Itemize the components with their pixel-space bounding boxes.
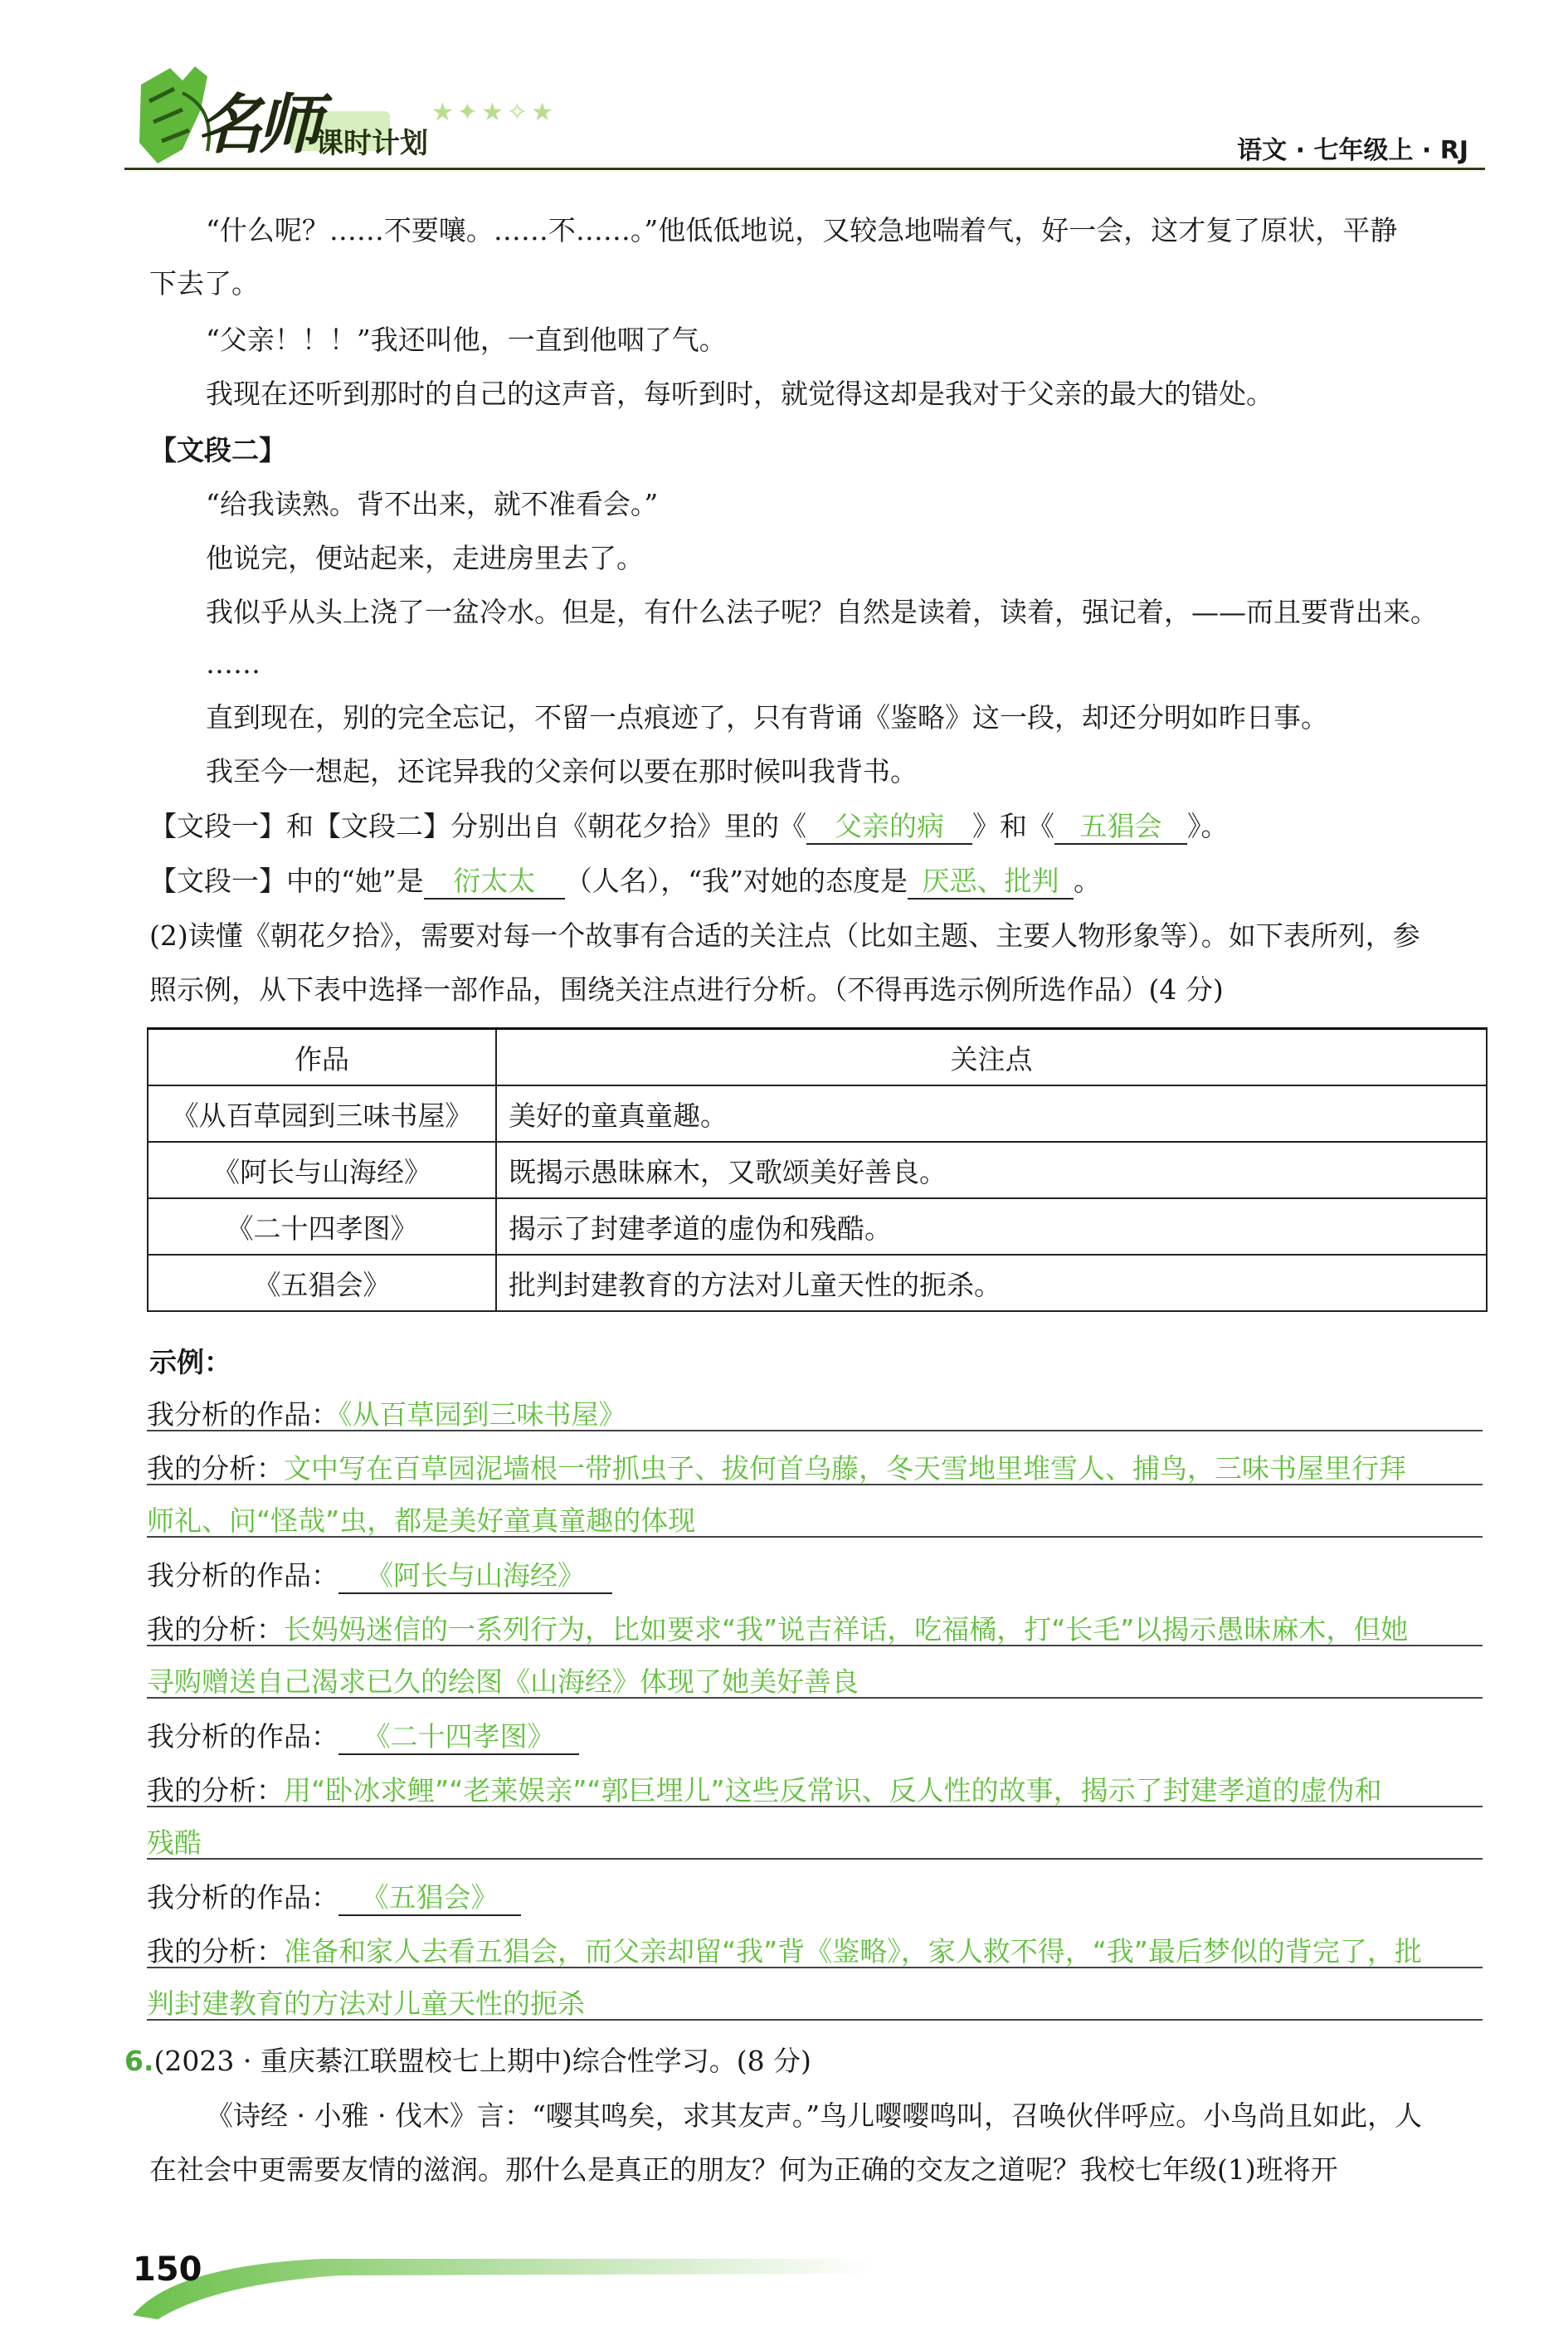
analysis-1-label: 我的分析： xyxy=(147,1452,284,1485)
answer-line xyxy=(147,1536,1483,1538)
analysis-1-line-1 xyxy=(147,1452,1406,1485)
analysis-3-text-2: 残酷 xyxy=(147,1826,202,1859)
page-number: 150 xyxy=(133,2250,202,2289)
answer-line xyxy=(147,1697,1483,1699)
question-2-text-c: 。 xyxy=(1074,865,1101,897)
question-6-line-1: 《诗经 · 小雅 · 伐木》言：“嘤其鸣矣，求其友声。”鸟儿嘤嘤鸣叫，召唤伙伴呼应。小鸟尚且如此，人 xyxy=(206,2099,1423,2132)
table-header-focus: 关注点 xyxy=(496,1029,1487,1086)
question-6-title: (2023 · 重庆綦江联盟校七上期中)综合性学习。(8 分) xyxy=(153,2045,811,2077)
table-header-work: 作品 xyxy=(148,1029,496,1086)
answer-line xyxy=(147,1806,1483,1807)
question-6-number: 6. xyxy=(124,2045,154,2077)
answer-blank-1b xyxy=(1054,810,1187,845)
answer-1a: 父亲的病 xyxy=(835,810,944,842)
question-2 xyxy=(149,865,1101,900)
analysis-3-label: 我的分析： xyxy=(147,1774,284,1807)
table-cell-focus: 批判封建教育的方法对儿童天性的扼杀。 xyxy=(496,1255,1487,1311)
subject-label: 语文 · 七年级上 · RJ xyxy=(1237,136,1468,165)
answer-2b: 厌恶、批判 xyxy=(922,865,1059,897)
header-divider xyxy=(124,168,1485,170)
analysis-1-work-label: 我分析的作品： xyxy=(147,1398,338,1431)
answer-line xyxy=(147,1645,1483,1646)
table-cell-work: 《五猖会》 xyxy=(148,1255,496,1311)
analysis-4-work xyxy=(147,1881,521,1916)
analysis-3-text-1: 用“卧冰求鲤”“老莱娱亲”“郭巨埋儿”这些反常识、反人性的故事，揭示了封建孝道的虚伪和 xyxy=(284,1774,1382,1807)
brand-subtitle: 课时计划 xyxy=(315,127,428,160)
analysis-2-line-1 xyxy=(147,1613,1408,1646)
question-3-line-1: (2)读懂《朝花夕拾》，需要对每一个故事有合适的关注点（比如主题、主要人物形象等）。如下表所列，参 xyxy=(149,919,1420,952)
analysis-1-work xyxy=(147,1398,626,1431)
analysis-4-text-2: 判封建教育的方法对儿童天性的扼杀 xyxy=(147,1987,585,2020)
question-6-head xyxy=(124,2045,811,2078)
table-header-row xyxy=(148,1029,1487,1086)
question-6-line-2: 在社会中更需要友情的滋润。那什么是真正的朋友？何为正确的交友之道呢？我校七年级(1)班将开 xyxy=(149,2153,1338,2186)
analysis-4-label: 我的分析： xyxy=(147,1935,284,1968)
question-3-line-2: 照示例，从下表中选择一部作品，围绕关注点进行分析。（不得再选示例所选作品）(4 分) xyxy=(149,973,1224,1006)
table-cell-work: 《阿长与山海经》 xyxy=(148,1142,496,1198)
table-row xyxy=(148,1085,1487,1142)
analysis-2-text-2: 寻购赠送自己渴求已久的绘图《山海经》体现了她美好善良 xyxy=(147,1665,859,1698)
passage1-line-1: “什么呢？……不要嚷。……不……。”他低低地说，又较急地喘着气，好一会，这才复了原状，平静 xyxy=(206,214,1398,246)
analysis-3-line-1 xyxy=(147,1774,1382,1807)
table-cell-focus: 既揭示愚昧麻木，又歌颂美好善良。 xyxy=(496,1142,1487,1198)
table-row xyxy=(148,1198,1487,1255)
answer-1b: 五猖会 xyxy=(1079,810,1162,842)
analysis-4-line-1 xyxy=(147,1935,1422,1968)
table-cell-work: 《从百草园到三味书屋》 xyxy=(148,1085,496,1142)
table-row xyxy=(148,1142,1487,1198)
section2-line-3: 我似乎从头上浇了一盆冷水。但是，有什么法子呢？自然是读着，读着，强记着，——而且要背出来。 xyxy=(206,596,1438,628)
analysis-4-text-1: 准备和家人去看五猖会，而父亲却留“我”背《鉴略》，家人救不得，“我”最后梦似的背完了，批 xyxy=(284,1935,1422,1968)
section2-line-4: …… xyxy=(206,647,261,680)
answer-blank-work-3 xyxy=(338,1720,579,1755)
answer-line xyxy=(147,1858,1483,1860)
table-cell-focus: 揭示了封建孝道的虚伪和残酷。 xyxy=(496,1198,1487,1255)
page-header xyxy=(0,0,1568,166)
answer-blank-1a xyxy=(806,810,972,845)
section2-line-1: “给我读熟。背不出来，就不准看会。” xyxy=(206,488,659,520)
question-2-text-b: （人名），“我”对她的态度是 xyxy=(564,865,908,897)
analysis-2-work xyxy=(147,1559,612,1594)
answer-blank-2a xyxy=(424,865,565,900)
section2-line-5: 直到现在，别的完全忘记，不留一点痕迹了，只有背诵《鉴略》这一段，却还分明如昨日事。 xyxy=(206,701,1328,734)
answer-line xyxy=(147,1430,1483,1431)
question-2-text-a: 【文段一】中的“她”是 xyxy=(149,865,424,897)
answer-blank-2b xyxy=(908,865,1074,900)
answer-line xyxy=(147,1484,1483,1485)
question-1-text-a: 【文段一】和【文段二】分别出自《朝花夕拾》里的《 xyxy=(149,810,806,842)
table-cell-work: 《二十四孝图》 xyxy=(148,1198,496,1255)
table-cell-focus: 美好的童真童趣。 xyxy=(496,1085,1487,1142)
answer-line xyxy=(147,1967,1483,1968)
analysis-1-text-2: 师礼、问“怪哉”虫，都是美好童真童趣的体现 xyxy=(147,1504,696,1537)
analysis-2-text-1: 长妈妈迷信的一系列行为，比如要求“我”说吉祥话，吃福橘，打“长毛”以揭示愚昧麻木，但她 xyxy=(284,1613,1409,1646)
analysis-4-work-label: 我分析的作品： xyxy=(147,1881,338,1914)
answer-blank-work-2 xyxy=(338,1559,612,1594)
footer-swoosh-icon xyxy=(124,2241,871,2324)
section2-line-6: 我至今一想起，还诧异我的父亲何以要在那时候叫我背书。 xyxy=(206,755,918,788)
analysis-3-work-answer: 《二十四孝图》 xyxy=(363,1720,555,1753)
analysis-2-work-label: 我分析的作品： xyxy=(147,1559,338,1592)
stars-decoration: ★✦★✧★ xyxy=(431,98,557,127)
question-1-text-c: 》。 xyxy=(1187,810,1229,842)
analysis-1-work-answer: 《从百草园到三味书屋》 xyxy=(338,1398,626,1431)
works-table xyxy=(147,1027,1488,1312)
analysis-2-work-answer: 《阿长与山海经》 xyxy=(366,1559,585,1592)
section2-title: 【文段二】 xyxy=(149,434,286,466)
passage1-line-3: “父亲！！！”我还叫他，一直到他咽了气。 xyxy=(206,324,727,356)
table-row xyxy=(148,1255,1487,1311)
answer-blank-work-4 xyxy=(338,1881,521,1916)
question-1-text-b: 》和《 xyxy=(972,810,1054,842)
example-label: 示例： xyxy=(149,1346,231,1378)
question-1 xyxy=(149,810,1229,845)
analysis-4-work-answer: 《五猖会》 xyxy=(361,1881,499,1914)
analysis-2-label: 我的分析： xyxy=(147,1613,284,1646)
brand-name: 名师 xyxy=(197,87,318,163)
analysis-3-work-label: 我分析的作品： xyxy=(147,1720,338,1753)
passage1-line-4: 我现在还听到那时的自己的这声音，每听到时，就觉得这却是我对于父亲的最大的错处。 xyxy=(206,378,1273,410)
analysis-1-text-1: 文中写在百草园泥墙根一带抓虫子、拔何首乌藤，冬天雪地里堆雪人、捕鸟，三味书屋里行拜 xyxy=(284,1452,1406,1485)
section2-line-2: 他说完，便站起来，走进房里去了。 xyxy=(206,542,644,574)
analysis-3-work xyxy=(147,1720,579,1755)
answer-2a: 衍太太 xyxy=(453,865,536,897)
passage1-line-2: 下去了。 xyxy=(149,267,259,300)
answer-line xyxy=(147,2019,1483,2021)
